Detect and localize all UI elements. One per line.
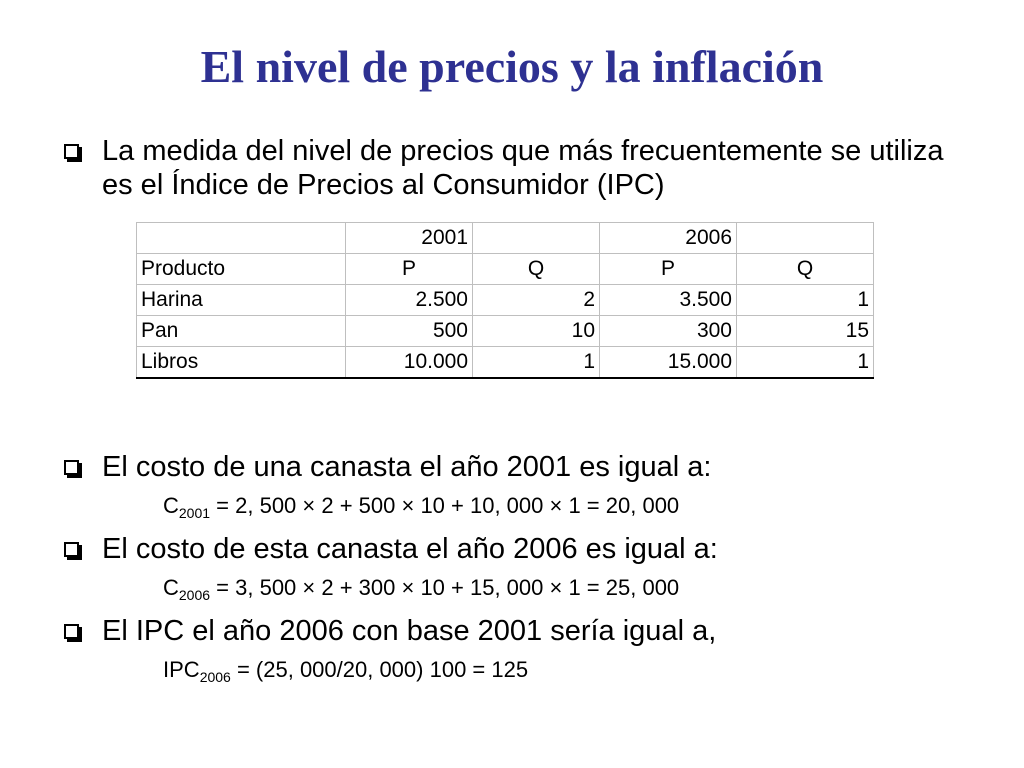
table-row xyxy=(137,223,874,254)
table-cell: 15 xyxy=(737,316,874,347)
square-bullet-icon xyxy=(64,460,79,475)
table-header: P xyxy=(600,254,737,285)
table-row xyxy=(137,285,874,316)
bullet-text: El costo de una canasta el año 2001 es igual a: xyxy=(102,451,712,483)
table-cell: Pan xyxy=(137,316,346,347)
table-year-cell: 2006 xyxy=(600,223,737,254)
table-cell xyxy=(737,223,874,254)
table-row xyxy=(137,347,874,379)
bullet-ipc-definition xyxy=(62,134,982,202)
square-bullet-icon xyxy=(64,542,79,557)
formula-cost-2001: $C_{2001} = 2$, 500 × 2 + 500 × 10 + 10, 000 × 1 = 20, 000 xyxy=(163,493,680,521)
table-header: P xyxy=(346,254,473,285)
page-title: El nivel de precios y la inflación xyxy=(200,41,824,92)
table-cell: 15.000 xyxy=(600,347,737,379)
bullet-text: El costo de esta canasta el año 2006 es igual a: xyxy=(102,533,718,565)
table-cell xyxy=(473,223,600,254)
table-cell: Libros xyxy=(137,347,346,379)
square-bullet-icon xyxy=(64,624,79,639)
table-cell xyxy=(137,223,346,254)
table-header: Q xyxy=(737,254,874,285)
formula-ipc-2006: $IPC_{2006} = (25$, 000/20, 000) 100 = 125 xyxy=(163,657,529,685)
table-cell: 1 xyxy=(737,347,874,379)
table-header: Producto xyxy=(137,254,346,285)
table-cell: 10 xyxy=(473,316,600,347)
table-cell: Harina xyxy=(137,285,346,316)
table-cell: 3.500 xyxy=(600,285,737,316)
table-row xyxy=(137,254,874,285)
table-cell: 1 xyxy=(737,285,874,316)
table-cell: 10.000 xyxy=(346,347,473,379)
price-quantity-table xyxy=(136,222,874,379)
bullet-cost-2001 xyxy=(62,450,982,484)
square-bullet-icon xyxy=(64,144,79,159)
table-row xyxy=(137,316,874,347)
table-cell: 300 xyxy=(600,316,737,347)
table-cell: 2 xyxy=(473,285,600,316)
table-cell: 2.500 xyxy=(346,285,473,316)
table-year-cell: 2001 xyxy=(346,223,473,254)
table-cell: 1 xyxy=(473,347,600,379)
table-cell: 500 xyxy=(346,316,473,347)
bullet-text: La medida del nivel de precios que más frecuentemente se utiliza es el Índice de Precios al Consumidor (IPC) xyxy=(102,135,944,201)
bullet-cost-2006 xyxy=(62,532,982,566)
table-header: Q xyxy=(473,254,600,285)
bullet-text: El IPC el año 2006 con base 2001 sería igual a, xyxy=(102,615,717,647)
formula-cost-2006: $C_{2006} = 3$, 500 × 2 + 300 × 10 + 15, 000 × 1 = 25, 000 xyxy=(163,575,680,603)
bullet-ipc-2006 xyxy=(62,614,982,648)
